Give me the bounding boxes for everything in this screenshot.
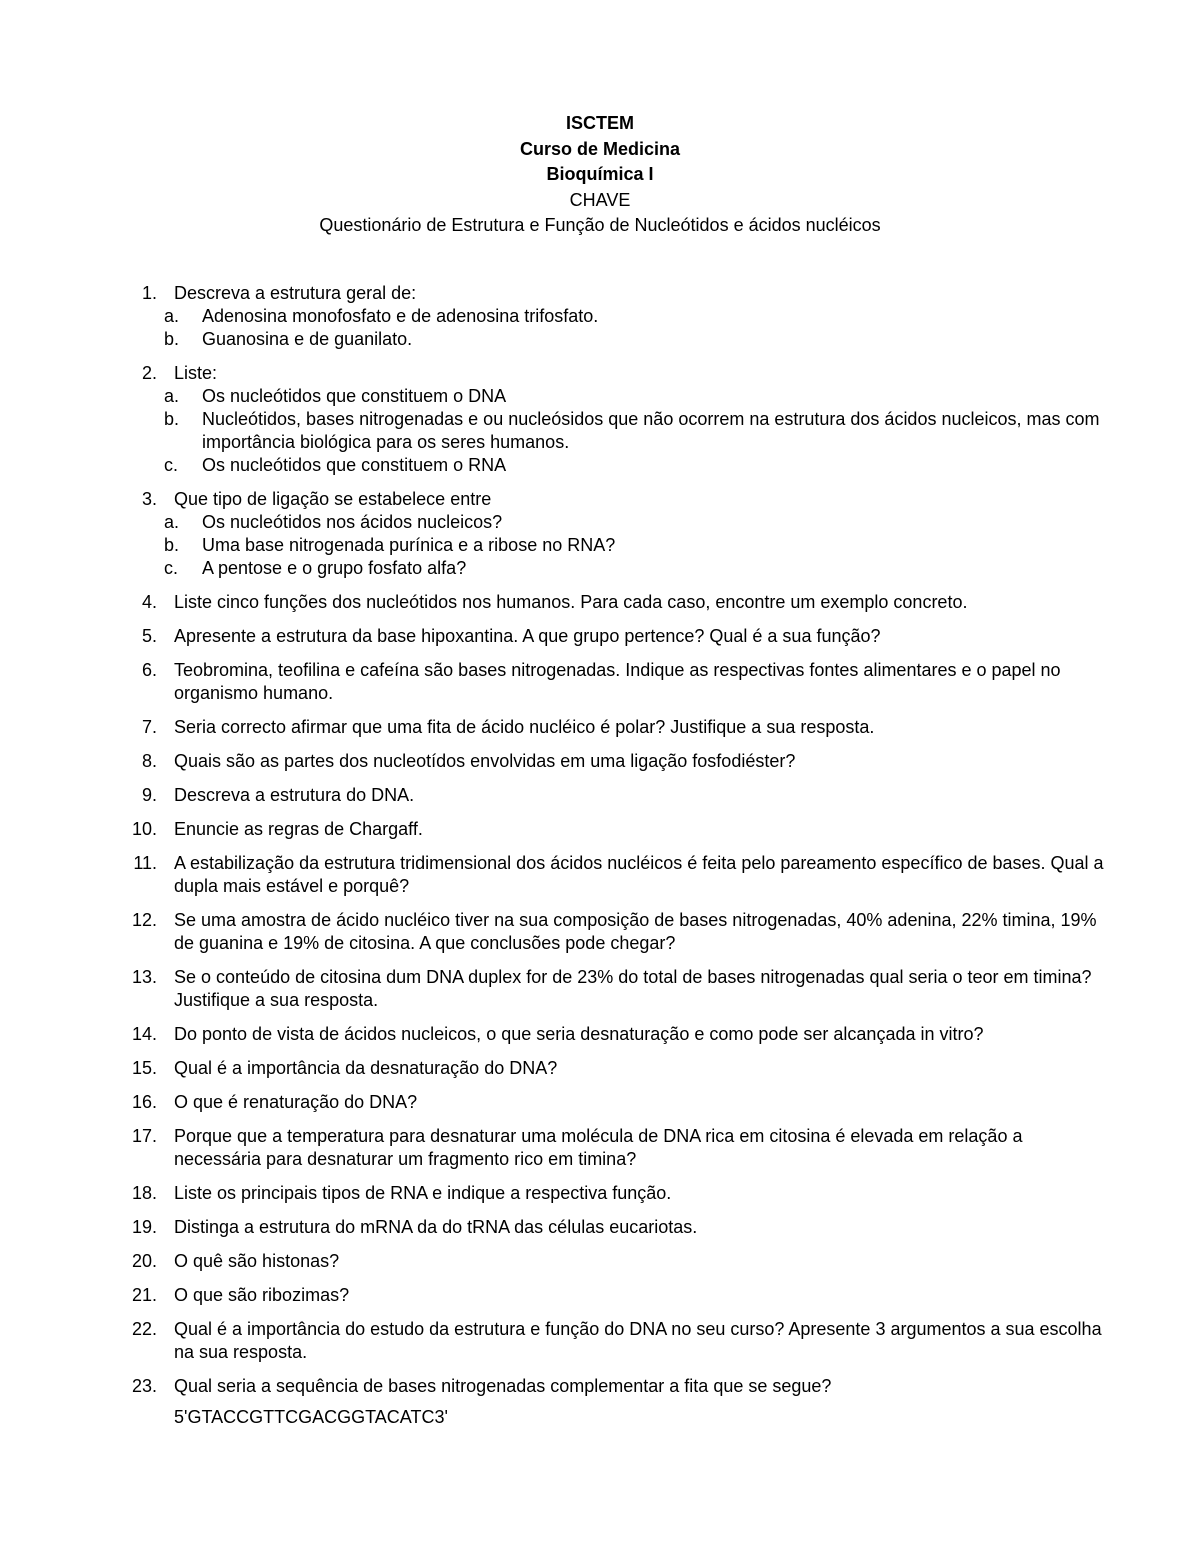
subject-name: Bioquímica I [546, 164, 654, 184]
question-number: 21. [131, 1285, 157, 1305]
question-item [0, 852, 1200, 898]
question-number: 1. [141, 283, 157, 303]
sub-question [0, 408, 1200, 454]
question-item [0, 909, 1200, 955]
question-number: 10. [131, 819, 157, 839]
question-text: A estabilização da estrutura tridimensional dos ácidos nucléicos é feita pelo pareamento específico de bases. Qual a dupla mais estável e porquê? [174, 853, 1104, 896]
question-item [0, 1125, 1200, 1171]
sub-question-letter: c. [164, 455, 179, 475]
sub-question-letter: c. [164, 558, 179, 578]
question-item [0, 966, 1200, 1012]
question-number: 5. [141, 626, 157, 646]
question-text: Que tipo de ligação se estabelece entre [174, 489, 492, 509]
key-label: CHAVE [569, 189, 631, 210]
question-item [0, 488, 1200, 580]
question-item [0, 659, 1200, 705]
question-number: 4. [141, 592, 157, 612]
document-header [0, 111, 1200, 239]
question-item [0, 591, 1200, 614]
question-text: Liste: [174, 363, 218, 383]
question-list [0, 282, 1200, 1440]
question-number: 3. [141, 489, 157, 509]
question-item [0, 362, 1200, 477]
sub-question [0, 511, 1200, 534]
question-item [0, 784, 1200, 807]
question-text: Liste cinco funções dos nucleótidos nos humanos. Para cada caso, encontre um exemplo concreto. [174, 592, 968, 612]
sub-question-letter: a. [164, 386, 180, 406]
sub-question-letter: b. [164, 409, 180, 429]
question-number: 2. [141, 363, 157, 383]
question-text: Enuncie as regras de Chargaff. [174, 819, 423, 839]
sub-question [0, 454, 1200, 477]
sub-question-text: Nucleótidos, bases nitrogenadas e ou nucleósidos que não ocorrem na estrutura dos ácidos nucleicos, mas com importância biológica para os seres humanos. [202, 409, 1100, 452]
question-item [0, 1250, 1200, 1273]
dna-sequence: 5'GTACCGTTCGACGGTACATC3' [174, 1407, 448, 1427]
question-number: 12. [131, 910, 157, 930]
question-number: 18. [131, 1183, 157, 1203]
question-text: Qual seria a sequência de bases nitrogenadas complementar a fita que se segue? [174, 1376, 832, 1396]
question-number: 6. [141, 660, 157, 680]
question-item [0, 750, 1200, 773]
sub-question-text: Uma base nitrogenada purínica e a ribose no RNA? [202, 535, 616, 555]
question-number: 17. [131, 1126, 157, 1146]
question-number: 22. [131, 1319, 157, 1339]
sub-question [0, 305, 1200, 328]
question-text: Qual é a importância do estudo da estrutura e função do DNA no seu curso? Apresente 3 argumentos a sua escolha na sua resposta. [174, 1319, 1102, 1362]
question-text: O que são ribozimas? [174, 1285, 350, 1305]
sub-question-text: Adenosina monofosfato e de adenosina trifosfato. [202, 306, 599, 326]
question-text: Teobromina, teofilina e cafeína são bases nitrogenadas. Indique as respectivas fontes alimentares e o papel no organismo humano. [174, 660, 1061, 703]
question-text: Do ponto de vista de ácidos nucleicos, o que seria desnaturação e como pode ser alcançada in vitro? [174, 1024, 984, 1044]
question-number: 7. [141, 717, 157, 737]
question-item [0, 625, 1200, 648]
sub-question [0, 557, 1200, 580]
question-text: Apresente a estrutura da base hipoxantina. A que grupo pertence? Qual é a sua função? [174, 626, 881, 646]
question-number: 9. [141, 785, 157, 805]
sub-question-text: Os nucleótidos que constituem o DNA [202, 386, 507, 406]
question-item [0, 1057, 1200, 1080]
question-text: Se o conteúdo de citosina dum DNA duplex for de 23% do total de bases nitrogenadas qual seria o teor em timina? Justifique a sua resposta. [174, 967, 1092, 1010]
question-number: 14. [131, 1024, 157, 1044]
question-number: 16. [131, 1092, 157, 1112]
sub-question [0, 534, 1200, 557]
question-item [0, 1182, 1200, 1205]
sub-question-text: Guanosina e de guanilato. [202, 329, 413, 349]
question-text: Seria correcto afirmar que uma fita de ácido nucléico é polar? Justifique a sua resposta. [174, 717, 875, 737]
question-text: O quê são histonas? [174, 1251, 340, 1271]
question-number: 15. [131, 1058, 157, 1078]
question-text: Qual é a importância da desnaturação do DNA? [174, 1058, 558, 1078]
document-title: Questionário de Estrutura e Função de Nucleótidos e ácidos nucléicos [319, 215, 881, 235]
question-item [0, 1023, 1200, 1046]
question-text: Quais são as partes dos nucleotídos envolvidas em uma ligação fosfodiéster? [174, 751, 796, 771]
question-text: Liste os principais tipos de RNA e indique a respectiva função. [174, 1183, 672, 1203]
institution-name: ISCTEM [565, 113, 634, 133]
question-item [0, 716, 1200, 739]
question-text: Se uma amostra de ácido nucléico tiver na sua composição de bases nitrogenadas, 40% adenina, 22% timina, 19% de guanina e 19% de citosina. A que conclusões pode chegar? [174, 910, 1097, 953]
question-text: O que é renaturação do DNA? [174, 1092, 418, 1112]
question-item [0, 282, 1200, 351]
sub-question-text: Os nucleótidos que constituem o RNA [202, 455, 507, 475]
question-number: 11. [133, 853, 157, 873]
question-item [0, 818, 1200, 841]
sub-question-text: A pentose e o grupo fosfato alfa? [202, 558, 467, 578]
question-text: Distinga a estrutura do mRNA da do tRNA das células eucariotas. [174, 1217, 698, 1237]
question-number: 19. [131, 1217, 157, 1237]
sub-question-letter: a. [164, 512, 180, 532]
question-item [0, 1375, 1200, 1429]
sub-question-letter: a. [164, 306, 180, 326]
question-item [0, 1284, 1200, 1307]
question-item [0, 1091, 1200, 1114]
question-text: Porque que a temperatura para desnaturar uma molécula de DNA rica em citosina é elevada em relação a necessária para desnaturar um fragmento rico em timina? [174, 1126, 1023, 1169]
question-number: 23. [131, 1376, 157, 1396]
sub-question [0, 328, 1200, 351]
sub-question-text: Os nucleótidos nos ácidos nucleicos? [202, 512, 503, 532]
question-item [0, 1318, 1200, 1364]
course-name: Curso de Medicina [519, 138, 681, 159]
question-number: 8. [141, 751, 157, 771]
question-number: 20. [131, 1251, 157, 1271]
sub-question [0, 385, 1200, 408]
question-number: 13. [131, 967, 157, 987]
question-text: Descreva a estrutura do DNA. [174, 785, 415, 805]
sub-question-letter: b. [164, 535, 180, 555]
question-text: Descreva a estrutura geral de: [174, 283, 417, 303]
question-item [0, 1216, 1200, 1239]
sub-question-letter: b. [164, 329, 180, 349]
